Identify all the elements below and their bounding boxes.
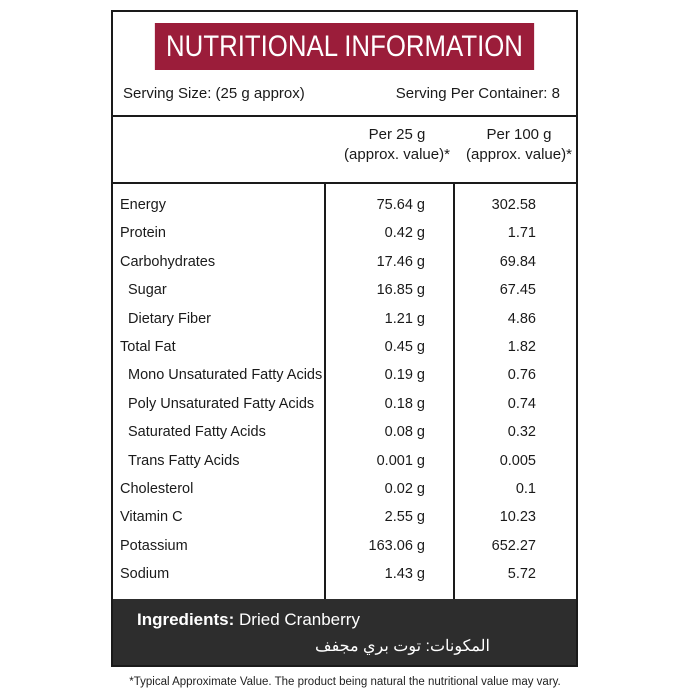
nutrient-value-per25g: 0.19 g xyxy=(384,367,425,384)
nutrient-value-per25g: 0.45 g xyxy=(384,339,425,355)
nutrient-row xyxy=(113,534,576,562)
nutrient-value-per100g: 0.1 xyxy=(515,481,536,497)
nutrient-value-per100g: 10.23 xyxy=(499,509,536,526)
nutrient-value-per25g: 0.02 g xyxy=(384,481,425,497)
nutrient-name: Sugar xyxy=(128,282,167,299)
nutrient-value-per100g: 302.58 xyxy=(491,197,536,213)
nutrient-name: Dietary Fiber xyxy=(128,310,211,327)
footnote: *Typical Approximate Value. The product being natural the nutritional value may vary. xyxy=(129,676,561,688)
nutrient-value-per25g: 0.001 g xyxy=(376,452,425,469)
nutrient-value-per25g: 17.46 g xyxy=(376,253,425,270)
nutrient-row xyxy=(113,392,576,420)
nutrient-name: Sodium xyxy=(120,566,170,583)
nutrient-name: Carbohydrates xyxy=(120,253,216,270)
nutrient-value-per25g: 0.18 g xyxy=(384,395,425,412)
nutrient-row xyxy=(113,505,576,533)
nutrient-row xyxy=(113,562,576,590)
nutrient-row xyxy=(113,193,576,221)
nutrient-name: Trans Fatty Acids xyxy=(128,452,240,469)
nutrient-value-per100g: 0.74 xyxy=(507,395,536,412)
column-header-per25g-line1: Per 25 g xyxy=(368,126,426,143)
divider xyxy=(113,115,576,117)
nutrient-name: Vitamin C xyxy=(120,509,183,526)
nutrient-row xyxy=(113,477,576,505)
nutrient-value-per25g: 0.42 g xyxy=(384,225,425,242)
nutrient-name: Poly Unsaturated Fatty Acids xyxy=(128,395,315,412)
column-header-per100g-line1: Per 100 g xyxy=(486,126,552,143)
serving-size: Serving Size: (25 g approx) xyxy=(123,85,305,102)
nutrient-row xyxy=(113,278,576,306)
ingredients-value: Dried Cranberry xyxy=(239,610,360,629)
nutrient-value-per100g: 5.72 xyxy=(507,566,536,583)
nutrient-value-per100g: 1.82 xyxy=(507,339,536,355)
ingredients-line xyxy=(137,610,360,630)
nutrient-value-per25g: 2.55 g xyxy=(384,509,425,526)
nutrient-name: Cholesterol xyxy=(120,481,194,497)
servings-per-container: Serving Per Container: 8 xyxy=(395,85,560,102)
ingredients-arabic: المكونات: توت بري مجفف xyxy=(315,638,490,655)
nutrient-value-per25g: 0.08 g xyxy=(384,424,425,441)
ingredients-label: Ingredients: xyxy=(137,610,235,629)
nutrient-value-per25g: 1.43 g xyxy=(384,566,425,583)
label-title: NUTRITIONAL INFORMATION xyxy=(155,23,534,70)
nutrient-value-per25g: 1.21 g xyxy=(384,310,425,327)
nutrient-value-per100g: 4.86 xyxy=(507,310,536,327)
nutrient-value-per100g: 1.71 xyxy=(507,225,536,242)
nutrient-row xyxy=(113,221,576,249)
nutrient-value-per25g: 16.85 g xyxy=(376,282,425,299)
nutrient-row xyxy=(113,363,576,391)
nutrient-value-per100g: 0.32 xyxy=(507,424,536,441)
nutrient-row xyxy=(113,335,576,363)
nutrient-name: Saturated Fatty Acids xyxy=(128,424,266,441)
nutrient-name: Potassium xyxy=(120,537,188,554)
nutrient-value-per25g: 163.06 g xyxy=(368,537,425,554)
nutrient-name: Mono Unsaturated Fatty Acids xyxy=(128,367,323,384)
nutrient-value-per100g: 0.76 xyxy=(507,367,536,384)
divider xyxy=(113,182,576,184)
nutrient-name: Energy xyxy=(120,197,166,213)
column-header-per25g xyxy=(327,125,467,165)
nutrient-row xyxy=(113,250,576,278)
nutrient-value-per100g: 0.005 xyxy=(499,452,536,469)
nutrient-row xyxy=(113,449,576,477)
nutrient-row xyxy=(113,307,576,335)
nutrient-value-per25g: 75.64 g xyxy=(376,197,425,213)
column-header-per25g-line2: (approx. value)* xyxy=(344,146,450,163)
nutrient-value-per100g: 69.84 xyxy=(499,253,536,270)
nutrient-row xyxy=(113,420,576,448)
column-header-per100g-line2: (approx. value)* xyxy=(466,146,572,163)
nutrient-name: Total Fat xyxy=(120,339,176,355)
nutrient-value-per100g: 652.27 xyxy=(491,537,536,554)
column-header-per100g xyxy=(454,125,584,165)
nutrition-label xyxy=(111,10,578,667)
ingredients-panel xyxy=(113,599,576,665)
serving-info xyxy=(113,80,576,114)
nutrient-name: Protein xyxy=(120,225,166,242)
nutrient-value-per100g: 67.45 xyxy=(499,282,536,299)
